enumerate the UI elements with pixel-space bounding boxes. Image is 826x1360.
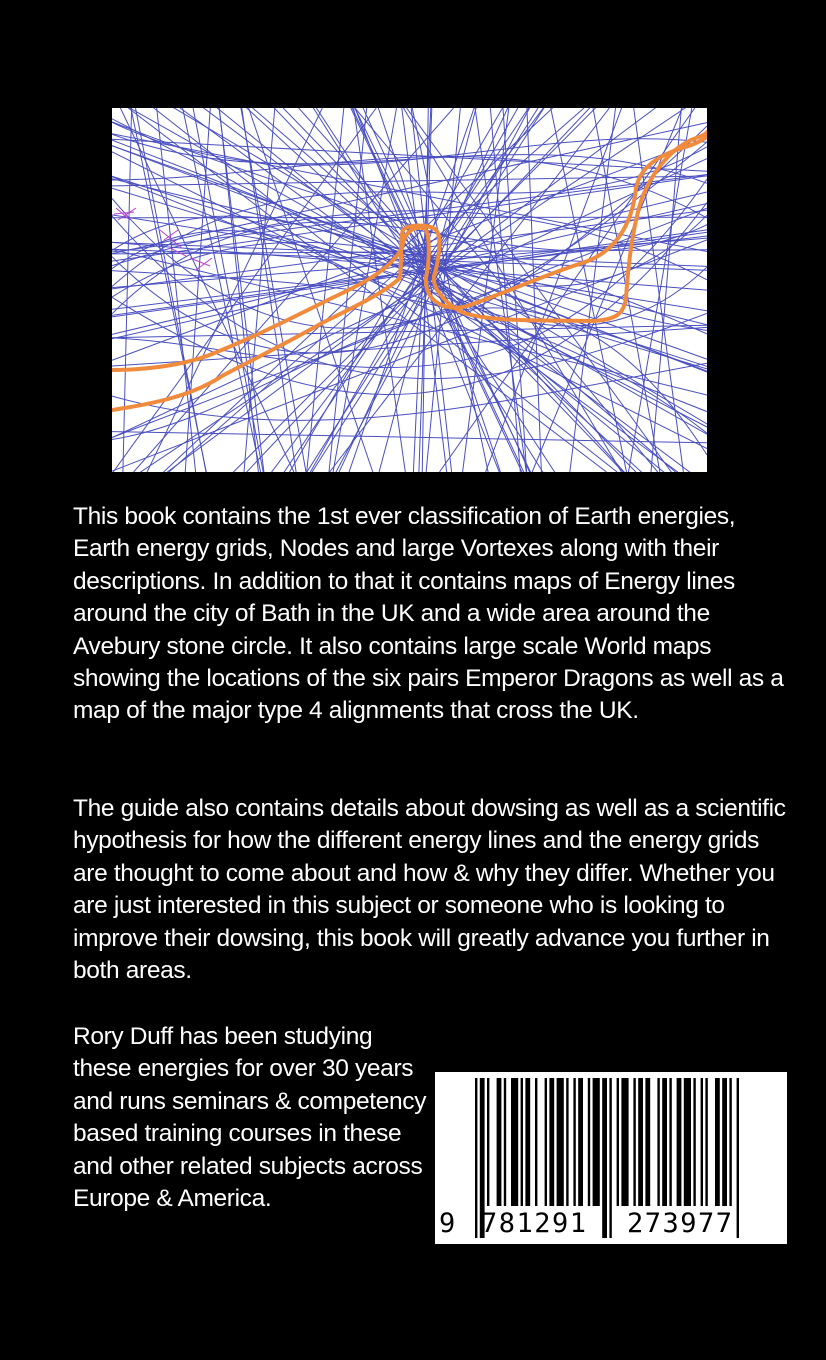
energy-line xyxy=(112,108,707,472)
barcode-bar xyxy=(487,1078,489,1206)
barcode-bar xyxy=(593,1078,600,1206)
barcode-bar xyxy=(657,1078,659,1206)
barcode-bar xyxy=(669,1078,671,1206)
barcode-bar xyxy=(497,1078,502,1206)
energy-grid-lines xyxy=(112,108,707,472)
energy-line xyxy=(112,108,707,472)
barcode-bar xyxy=(504,1078,506,1206)
barcode-bar xyxy=(525,1078,530,1206)
energy-line xyxy=(112,177,707,412)
barcode-bar xyxy=(535,1078,537,1206)
barcode-bar xyxy=(566,1078,568,1206)
barcode-bar xyxy=(588,1078,590,1206)
energy-line xyxy=(112,363,707,420)
barcode-bar xyxy=(722,1078,727,1206)
barcode-bar xyxy=(475,1078,477,1238)
barcode-bar xyxy=(602,1078,607,1238)
author-bio: Rory Duff has been studying these energies for over 30 years and runs seminars & competency based training courses in these and other related subjects across Europe & America. xyxy=(73,1023,427,1213)
barcode-bar xyxy=(557,1078,564,1206)
energy-line xyxy=(112,108,707,472)
barcode-bar xyxy=(638,1078,643,1206)
energy-line xyxy=(134,108,454,472)
barcode-bar xyxy=(621,1078,628,1206)
barcode-bar xyxy=(573,1078,575,1206)
energy-line xyxy=(112,108,707,472)
energy-line xyxy=(112,108,707,472)
energy-line xyxy=(112,108,707,472)
barcode-bar xyxy=(521,1078,523,1206)
barcode-bar xyxy=(684,1078,691,1206)
energy-line xyxy=(112,242,707,330)
barcode-bar xyxy=(511,1078,518,1206)
energy-line xyxy=(112,108,707,472)
barcode-bar xyxy=(633,1078,635,1206)
barcode-bar xyxy=(609,1078,611,1238)
barcode-bar xyxy=(729,1078,731,1206)
barcode-bar xyxy=(578,1078,583,1206)
barcode-bar xyxy=(701,1078,703,1206)
energy-line xyxy=(112,108,707,472)
barcode-bar xyxy=(545,1078,547,1206)
isbn-barcode xyxy=(435,1072,787,1244)
barcode-first-digit: 9 xyxy=(439,1208,457,1239)
barcode-bar xyxy=(693,1078,695,1206)
energy-line xyxy=(131,108,707,472)
barcode-bar xyxy=(715,1078,720,1206)
barcode-left-digits: 781291 xyxy=(481,1208,588,1239)
description-paragraph-2: The guide also contains details about dowsing as well as a scientific hypothesis for how the different energy lines and the energy grids are thought to come about and how & why they differ. Whether you are just interested in this subject or someone who is looking to improve their dowsing, this book will greatly advance you further in both areas. xyxy=(73,795,786,985)
energy-lines-map xyxy=(112,108,707,472)
barcode-bar xyxy=(549,1078,554,1206)
barcode-bar xyxy=(705,1078,707,1206)
barcode-bar xyxy=(677,1078,682,1206)
description-paragraph-1: This book contains the 1st ever classification of Earth energies, Earth energy grids, Nodes and large Vortexes along with their descriptions. In addition to that it contains maps of Energy lines around the city of Bath in the UK and a wide area around the Avebury stone circle. It also contains large scale World maps showing the locations of the six pairs Emperor Dragons as well as a map of the major type 4 alignments that cross the UK. xyxy=(73,503,784,725)
barcode-bar xyxy=(737,1078,739,1238)
barcode-right-digits: 273977 xyxy=(627,1208,734,1239)
barcode-bar xyxy=(645,1078,650,1206)
barcode-bar xyxy=(662,1078,667,1206)
barcode-bar xyxy=(617,1078,619,1206)
energy-line xyxy=(133,108,707,472)
